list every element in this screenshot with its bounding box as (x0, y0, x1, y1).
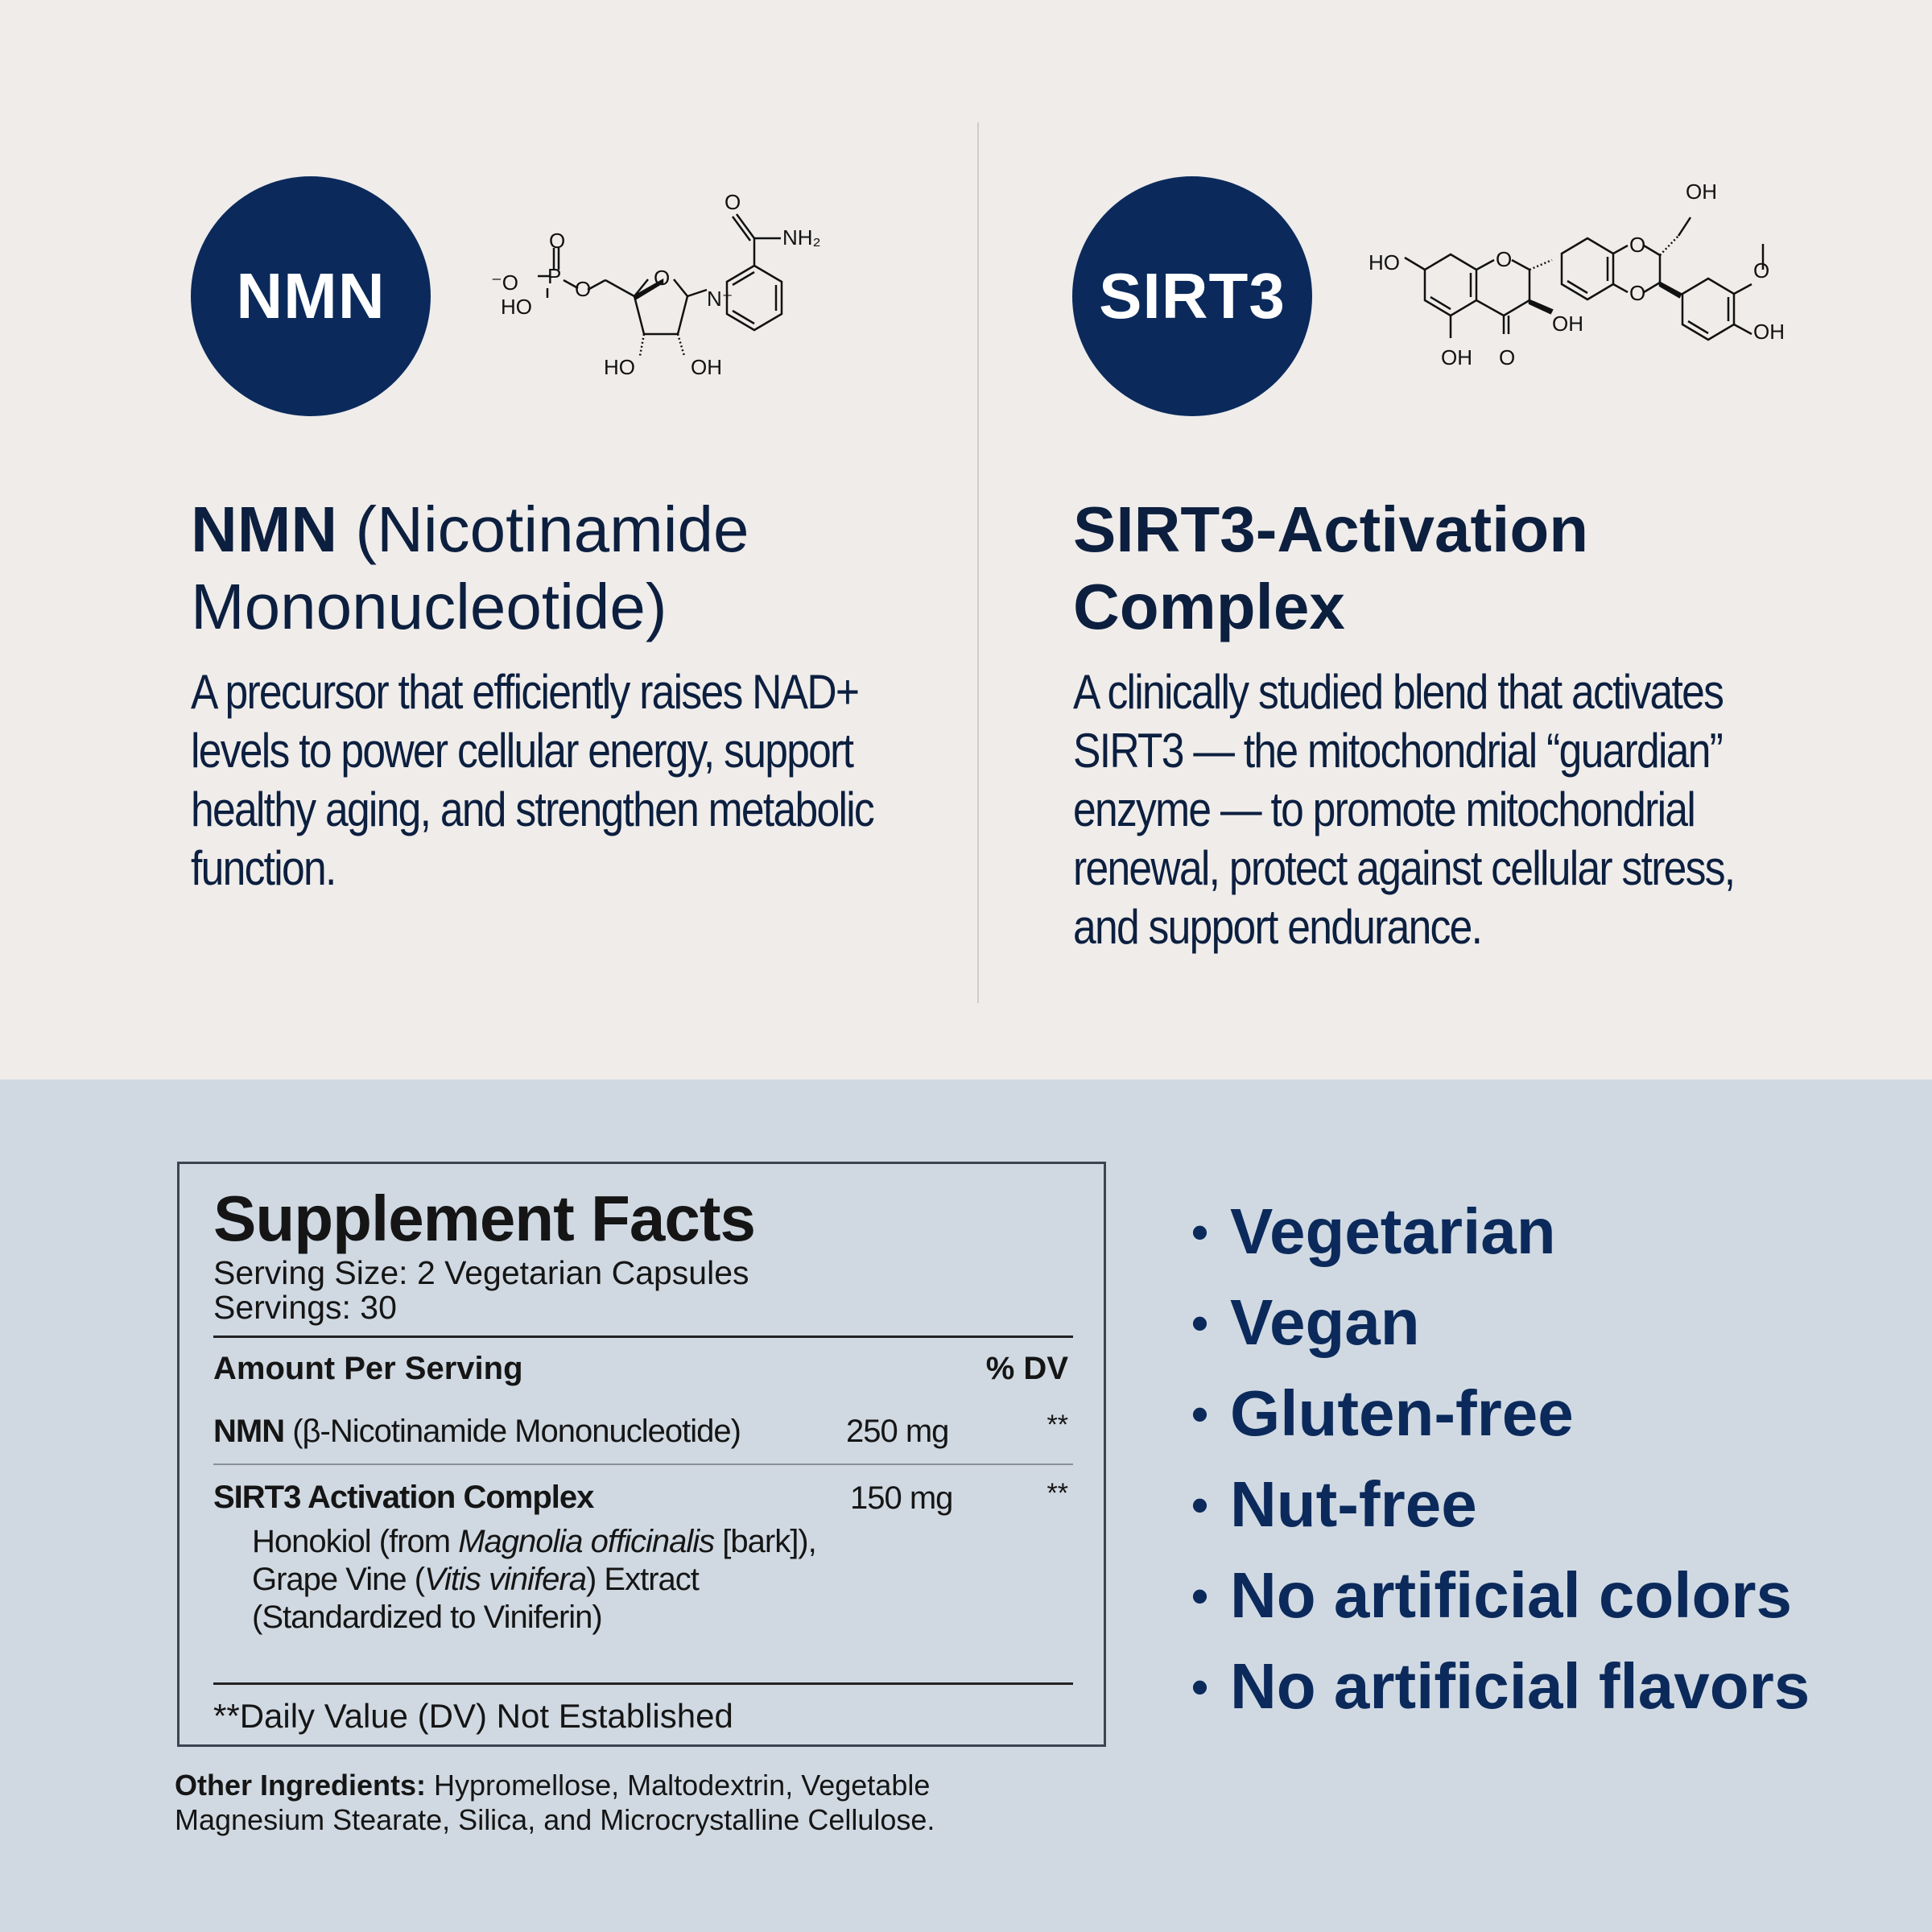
nmn-mol-label-nh2: NH₂ (782, 225, 821, 250)
nmn-badge (191, 176, 431, 416)
sub-ing-italic-1: Magnolia officinalis (458, 1524, 715, 1559)
features-list (1191, 1191, 1810, 1737)
feature-label: Nut-free (1230, 1468, 1477, 1540)
facts-row-nmn-name-bold: NMN (213, 1414, 285, 1449)
feature-item (1191, 1464, 1810, 1555)
nmn-molecule-diagram (491, 177, 845, 386)
sub-ing-text-2: [bark]), Grape Vine ( (252, 1524, 816, 1597)
sirt3-mol-label-oh-right: OH (1753, 320, 1785, 344)
facts-row-nmn-dv: ** (1046, 1410, 1068, 1440)
nmn-mol-label-ho: HO (501, 295, 532, 319)
sirt3-mol-label-o-ring2a: O (1629, 233, 1646, 257)
sirt3-molecule-diagram (1368, 173, 1819, 382)
other-ingredients-label: Other Ingredients: (175, 1769, 427, 1802)
column-divider (977, 122, 979, 1003)
facts-row-nmn-amount: 250 mg (846, 1414, 949, 1449)
nmn-mol-label-o-link: O (575, 277, 592, 301)
other-ingredients-text: Hypromellose, Maltodextrin, Vegetable Magnesium Stearate, Silica, and Microcrystalline Cellulose. (175, 1769, 935, 1836)
sub-ing-text-1: Honokiol (from (252, 1524, 459, 1559)
sirt3-mol-label-oh-mid: OH (1552, 312, 1583, 336)
nmn-description: A precursor that efficiently raises NAD+ levels to power cellular energy, support healthy aging, and strengthen metabolic function. (191, 665, 874, 895)
supplement-facts-title: Supplement Facts (213, 1183, 756, 1254)
sirt3-badge-label: SIRT3 (1099, 260, 1286, 332)
sirt3-mol-label-o-methoxy: O (1753, 258, 1770, 283)
dv-footnote: **Daily Value (DV) Not Established (213, 1697, 733, 1735)
feature-item (1191, 1555, 1810, 1646)
feature-label: No artificial flavors (1230, 1650, 1810, 1722)
facts-divider (213, 1335, 1073, 1338)
nmn-mol-label-oh-bottom: OH (691, 355, 722, 379)
nmn-mol-label-o-amide: O (724, 190, 741, 214)
serving-size: Serving Size: 2 Vegetarian Capsules (213, 1254, 749, 1291)
feature-label: Vegan (1230, 1286, 1420, 1358)
bullet-icon: • (1191, 1296, 1209, 1350)
sirt3-mol-label-o-ring1: O (1496, 247, 1513, 271)
feature-item (1191, 1373, 1810, 1464)
nmn-mol-label-nplus: N⁺ (707, 287, 733, 311)
sirt3-badge (1072, 176, 1312, 416)
sub-ing-text-3: ) Extract (Standardized to Viniferin) (252, 1562, 699, 1635)
supplement-facts-panel (177, 1162, 1106, 1747)
feature-item (1191, 1282, 1810, 1373)
nmn-heading-bold: NMN (191, 493, 338, 565)
sirt3-description: A clinically studied blend that activates SIRT3 — the mitochondrial “guardian” enzyme — to promote mitochondrial renewal, protect against cellular stress, and support endurance. (1073, 665, 1735, 954)
feature-item (1191, 1191, 1810, 1282)
nmn-mol-label-ominus: ⁻O (491, 270, 518, 295)
facts-bottom-divider (213, 1682, 1073, 1685)
bullet-icon: • (1191, 1205, 1209, 1259)
nmn-mol-label-ho-bottom: HO (604, 355, 635, 379)
facts-row-sirt3-dv: ** (1046, 1478, 1068, 1509)
other-ingredients (175, 1768, 1060, 1837)
sirt3-mol-label-o-ring2b: O (1629, 281, 1646, 305)
sirt3-mol-label-ho-left: HO (1368, 250, 1400, 275)
facts-row-divider (213, 1463, 1073, 1465)
amount-per-serving-header: Amount Per Serving (213, 1351, 523, 1386)
sirt3-mol-label-oh-bottom: OH (1441, 345, 1472, 369)
dv-header: % DV (985, 1351, 1068, 1386)
facts-row-nmn-name-rest: (β-Nicotinamide Mononucleotide) (284, 1414, 741, 1449)
sirt3-heading: SIRT3-Activation Complex (1073, 493, 1589, 642)
sirt3-mol-label-oh-top: OH (1686, 180, 1717, 204)
bullet-icon: • (1191, 1660, 1209, 1714)
nmn-heading (191, 491, 915, 646)
sirt3-sub-ingredients (252, 1523, 848, 1637)
bullet-icon: • (1191, 1387, 1209, 1441)
servings-count: Servings: 30 (213, 1289, 397, 1326)
sirt3-mol-label-o-bottom: O (1499, 345, 1516, 369)
nmn-badge-label: NMN (236, 260, 386, 332)
feature-label: Gluten-free (1230, 1377, 1574, 1449)
bullet-icon: • (1191, 1569, 1209, 1623)
feature-label: Vegetarian (1230, 1195, 1556, 1267)
sub-ing-italic-2: Vitis vinifera (424, 1562, 586, 1597)
facts-row-nmn-name (213, 1414, 741, 1450)
nmn-heading-light: (Nicotinamide Mononucleotide) (191, 493, 749, 642)
nmn-mol-label-o-ring: O (654, 266, 671, 290)
facts-row-sirt3-name: SIRT3 Activation Complex (213, 1480, 594, 1515)
nmn-mol-label-p: P (547, 264, 562, 288)
bullet-icon: • (1191, 1478, 1209, 1532)
facts-row-sirt3-amount: 150 mg (850, 1480, 953, 1516)
feature-label: No artificial colors (1230, 1559, 1792, 1631)
feature-item (1191, 1646, 1810, 1737)
nmn-mol-label-o-top: O (549, 229, 566, 253)
